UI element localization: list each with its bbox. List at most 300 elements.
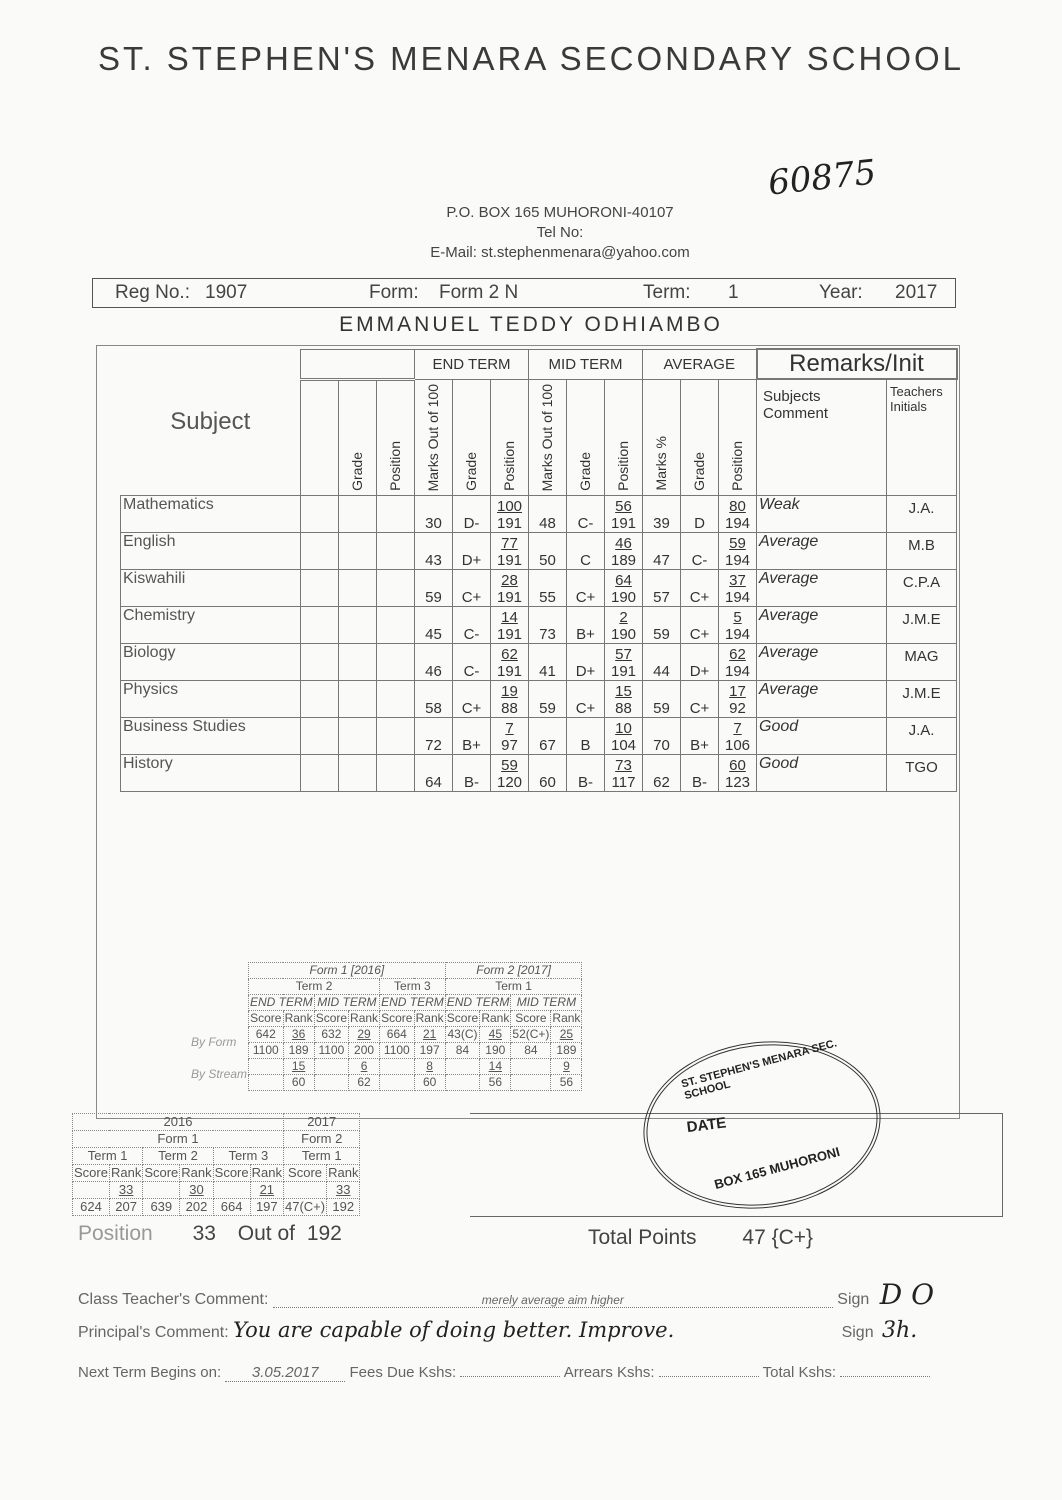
by-form-value: 25	[551, 1027, 582, 1043]
end-term-position	[491, 717, 529, 754]
s1-et-c: END TERM	[446, 995, 510, 1009]
empty-cell	[377, 495, 415, 532]
score-header: Score	[144, 1165, 179, 1180]
teacher-initials: TGO	[887, 754, 957, 791]
subject-header: Subject	[170, 407, 251, 435]
end-term-marks: 45	[415, 606, 453, 643]
rank-header: Rank	[328, 1165, 359, 1180]
average-rank: 62	[729, 645, 746, 663]
subject-name: English	[121, 532, 301, 569]
empty-cell	[380, 1059, 415, 1075]
table-row	[121, 606, 957, 643]
stamp-bottom-text: BOX 165 MUHORONI	[712, 1144, 842, 1192]
mid-term-position	[605, 606, 643, 643]
mid-term-rank: 57	[615, 645, 632, 663]
empty-cell	[143, 1182, 180, 1199]
average-position	[719, 606, 757, 643]
next-term-label: Next Term Begins on:	[78, 1364, 222, 1381]
email: E-Mail: st.stephenmenara@yahoo.com	[430, 244, 690, 261]
mid-term-grade: C+	[567, 680, 605, 717]
by-form-label: By Form	[191, 1035, 237, 1049]
teacher-initials: J.M.E	[887, 680, 957, 717]
table-row	[121, 754, 957, 791]
empty-cell	[377, 643, 415, 680]
score-header: Score	[315, 1011, 348, 1025]
mid-term-position	[605, 680, 643, 717]
by-form-out-of: 1100	[380, 1043, 415, 1059]
mid-term-out-of: 88	[615, 699, 632, 717]
end-term-marks: 46	[415, 643, 453, 680]
by-form-out-of: 1100	[314, 1043, 348, 1059]
empty-cell	[249, 1075, 284, 1091]
score-header: Score	[283, 1165, 326, 1182]
principal-comment-row	[78, 1318, 917, 1343]
average-grade: D+	[681, 643, 719, 680]
subject-name: Business Studies	[121, 717, 301, 754]
by-form-out-of: 189	[283, 1043, 314, 1059]
s2-t1b: Term 1	[283, 1148, 359, 1165]
form1-header: Form 1 [2016]	[249, 963, 446, 979]
empty-cell	[377, 606, 415, 643]
empty-cell	[445, 1059, 480, 1075]
empty-cell	[301, 754, 339, 791]
student-info-bar	[92, 278, 956, 308]
col-mt-position: Position	[615, 441, 631, 491]
average-out-of: 194	[724, 588, 751, 606]
by-stream-label: By Stream	[191, 1067, 248, 1081]
empty-cell	[301, 717, 339, 754]
subject-name: Biology	[121, 643, 301, 680]
average-marks: 59	[643, 680, 681, 717]
col-mt-marks: Marks Out of 100	[539, 383, 555, 491]
form-label: Form:	[369, 282, 419, 303]
form2-header: Form 2 [2017]	[445, 963, 582, 979]
rank-header: Rank	[181, 1165, 212, 1180]
end-term-grade: C+	[453, 569, 491, 606]
s1-mt-a: MID TERM	[314, 995, 379, 1011]
mid-term-rank: 56	[615, 497, 632, 515]
fees-row	[78, 1364, 930, 1382]
subject-comment: Average	[757, 680, 887, 717]
subject-name: Kiswahili	[121, 569, 301, 606]
table-row	[121, 717, 957, 754]
col-grade: Grade	[349, 451, 365, 491]
end-term-rank: 62	[501, 645, 518, 663]
history-value: 664	[213, 1199, 250, 1216]
mid-term-rank: 2	[619, 608, 628, 626]
mid-term-position	[605, 717, 643, 754]
mid-term-grade: D+	[567, 643, 605, 680]
position-line	[78, 1222, 342, 1246]
subject-comment: Good	[757, 717, 887, 754]
by-form-value: 632	[314, 1027, 348, 1043]
end-term-marks: 30	[415, 495, 453, 532]
average-position	[719, 680, 757, 717]
empty-cell	[301, 606, 339, 643]
out-of-value: 192	[306, 1222, 342, 1245]
school-name: ST. STEPHEN'S MENARA SECONDARY SCHOOL	[97, 40, 965, 77]
principal-signature: 3h.	[882, 1318, 918, 1343]
class-teacher-sign-label: Sign	[837, 1291, 870, 1308]
empty-cell	[339, 754, 377, 791]
average-out-of: 92	[729, 699, 746, 717]
empty-cell	[283, 1182, 326, 1199]
class-teacher-comment-row	[78, 1278, 934, 1311]
by-form-out-of: 189	[551, 1043, 582, 1059]
arrears-label: Arrears Kshs:	[563, 1364, 655, 1381]
reg-value: 1907	[205, 282, 248, 303]
by-form-value: 642	[249, 1027, 284, 1043]
school-address-block	[360, 203, 760, 263]
by-form-out-of: 84	[445, 1043, 480, 1059]
end-term-position	[491, 495, 529, 532]
empty-cell	[314, 1075, 348, 1091]
average-grade: C+	[681, 680, 719, 717]
term-label: Term:	[643, 282, 691, 303]
subject-name: Mathematics	[121, 495, 301, 532]
average-position	[719, 569, 757, 606]
mid-term-position	[605, 569, 643, 606]
mid-term-marks: 50	[529, 532, 567, 569]
mid-term-position	[605, 643, 643, 680]
empty-cell	[377, 680, 415, 717]
mid-term-grade: B+	[567, 606, 605, 643]
by-form-value: 36	[283, 1027, 314, 1043]
history-value: 202	[180, 1199, 213, 1216]
average-marks: 57	[643, 569, 681, 606]
position-label: Position	[78, 1222, 153, 1245]
average-position	[719, 643, 757, 680]
history-value: 47(C+)	[284, 1199, 326, 1214]
end-term-position	[491, 643, 529, 680]
average-out-of: 194	[724, 662, 751, 680]
mid-term-marks: 60	[529, 754, 567, 791]
col-mt-grade: Grade	[577, 451, 593, 491]
by-stream-out-of: 60	[283, 1075, 314, 1091]
form-history-table	[190, 962, 582, 1091]
handwritten-reference: 60875	[766, 152, 878, 204]
teachers-initials-header: Teachers Initials	[887, 379, 957, 495]
end-term-position	[491, 680, 529, 717]
by-form-value: 29	[349, 1027, 380, 1043]
subject-comment: Average	[757, 606, 887, 643]
position-value: 33	[192, 1222, 216, 1245]
form-value: Form 2 N	[439, 282, 519, 303]
mid-term-position	[605, 495, 643, 532]
teacher-initials: J.A.	[887, 717, 957, 754]
end-term-position	[491, 754, 529, 791]
end-term-position	[491, 569, 529, 606]
average-marks: 70	[643, 717, 681, 754]
average-marks: 59	[643, 606, 681, 643]
empty-cell	[213, 1182, 250, 1199]
year-history-table	[72, 1113, 360, 1216]
empty-cell	[249, 1059, 284, 1075]
end-term-grade: C+	[453, 680, 491, 717]
col-av-position: Position	[729, 441, 745, 491]
average-grade: C+	[681, 606, 719, 643]
end-term-position	[491, 532, 529, 569]
col-position: Position	[387, 441, 403, 491]
average-rank: 60	[729, 756, 746, 774]
empty-cell	[339, 606, 377, 643]
average-marks: 47	[643, 532, 681, 569]
mid-term-position	[605, 754, 643, 791]
empty-cell	[73, 1182, 110, 1199]
end-term-marks: 59	[415, 569, 453, 606]
end-term-position	[491, 606, 529, 643]
s1-mt-c: MID TERM	[511, 995, 582, 1011]
rank-header: Rank	[251, 1165, 282, 1180]
mid-term-out-of: 190	[610, 588, 637, 606]
table-row	[121, 532, 957, 569]
mid-term-out-of: 189	[610, 551, 637, 569]
mid-term-rank: 73	[615, 756, 632, 774]
col-et-grade: Grade	[463, 451, 479, 491]
rank-header: Rank	[481, 1011, 510, 1025]
history-rank: 30	[180, 1182, 213, 1199]
end-term-out-of: 191	[496, 588, 523, 606]
average-grade: C+	[681, 569, 719, 606]
mid-term-marks: 55	[529, 569, 567, 606]
mid-term-out-of: 104	[610, 736, 637, 754]
class-teacher-comment: merely average aim higher	[273, 1293, 833, 1308]
end-term-header: END TERM	[415, 349, 529, 379]
average-out-of: 194	[724, 625, 751, 643]
end-term-marks: 43	[415, 532, 453, 569]
postal-address: P.O. BOX 165 MUHORONI-40107	[446, 204, 674, 221]
mid-term-marks: 48	[529, 495, 567, 532]
empty-cell	[301, 532, 339, 569]
s2-year-2017: 2017	[283, 1114, 359, 1131]
stamp-date: DATE	[685, 1114, 728, 1137]
empty-cell	[339, 495, 377, 532]
by-form-value: 52(C+)	[512, 1027, 550, 1041]
teacher-initials: J.M.E	[887, 606, 957, 643]
total-points-line	[588, 1226, 813, 1250]
end-term-rank: 100	[496, 497, 523, 515]
end-term-marks: 64	[415, 754, 453, 791]
average-position	[719, 532, 757, 569]
empty-cell	[339, 569, 377, 606]
col-et-position: Position	[501, 441, 517, 491]
term-value: 1	[728, 282, 739, 303]
by-stream-rank: 6	[349, 1059, 380, 1075]
average-rank: 7	[733, 719, 742, 737]
rank-header: Rank	[284, 1011, 313, 1025]
end-term-grade: B-	[453, 754, 491, 791]
end-term-out-of: 120	[496, 773, 523, 791]
by-form-out-of: 1100	[249, 1043, 284, 1059]
mid-term-marks: 41	[529, 643, 567, 680]
subject-comment: Average	[757, 643, 887, 680]
by-stream-out-of: 60	[414, 1075, 445, 1091]
by-form-out-of: 197	[414, 1043, 445, 1059]
mid-term-out-of: 190	[610, 625, 637, 643]
average-position	[719, 754, 757, 791]
s2-form2: Form 2	[283, 1131, 359, 1148]
col-et-marks: Marks Out of 100	[425, 383, 441, 491]
reg-label: Reg No.:	[115, 282, 190, 303]
total-points-value: 47 {C+}	[742, 1226, 814, 1249]
average-grade: D	[681, 495, 719, 532]
average-grade: C-	[681, 532, 719, 569]
end-term-out-of: 88	[501, 699, 518, 717]
s2-form1: Form 1	[73, 1131, 284, 1148]
empty-cell	[377, 569, 415, 606]
mid-term-marks: 67	[529, 717, 567, 754]
end-term-rank: 7	[505, 719, 514, 737]
mid-term-rank: 10	[615, 719, 632, 737]
end-term-marks: 72	[415, 717, 453, 754]
end-term-rank: 14	[501, 608, 518, 626]
by-form-out-of: 200	[349, 1043, 380, 1059]
table-row	[121, 495, 957, 532]
class-teacher-signature: D O	[879, 1278, 935, 1311]
by-form-value: 43(C)	[445, 1027, 480, 1043]
end-term-out-of: 191	[496, 514, 523, 532]
end-term-rank: 28	[501, 571, 518, 589]
s1-et-a: END TERM	[250, 995, 313, 1009]
teacher-initials: MAG	[887, 643, 957, 680]
s2-t1: Term 1	[73, 1148, 143, 1165]
mid-term-grade: B-	[567, 754, 605, 791]
end-term-grade: C-	[453, 606, 491, 643]
stamp-top-text: ST. STEPHEN'S MENARA SEC. SCHOOL	[680, 1037, 839, 1103]
mid-term-marks: 73	[529, 606, 567, 643]
s2-t3: Term 3	[213, 1148, 283, 1165]
teacher-initials: M.B	[887, 532, 957, 569]
by-form-value: 45	[480, 1027, 511, 1043]
score-header: Score	[511, 1011, 551, 1027]
by-stream-out-of: 62	[349, 1075, 380, 1091]
average-position	[719, 717, 757, 754]
end-term-grade: D-	[453, 495, 491, 532]
average-position	[719, 495, 757, 532]
subject-comment: Average	[757, 569, 887, 606]
empty-cell	[511, 1059, 551, 1075]
end-term-out-of: 191	[496, 551, 523, 569]
average-header: AVERAGE	[643, 349, 757, 379]
mid-term-rank: 15	[615, 682, 632, 700]
table-row	[121, 643, 957, 680]
end-term-out-of: 97	[501, 736, 518, 754]
by-stream-out-of: 56	[551, 1075, 582, 1091]
by-stream-rank: 14	[480, 1059, 511, 1075]
history-value: 207	[109, 1199, 142, 1216]
score-header: Score	[446, 1011, 479, 1025]
history-rank: 33	[109, 1182, 142, 1199]
mid-term-grade: C-	[567, 495, 605, 532]
average-rank: 59	[729, 534, 746, 552]
subject-name: History	[121, 754, 301, 791]
empty-cell	[511, 1075, 551, 1091]
col-av-marks: Marks %	[653, 436, 669, 491]
remarks-header: Remarks/Init	[757, 349, 957, 379]
score-header: Score	[381, 1011, 413, 1025]
score-header: Score	[74, 1165, 108, 1180]
end-term-grade: D+	[453, 532, 491, 569]
history-rank: 33	[327, 1182, 360, 1199]
average-rank: 5	[733, 608, 742, 626]
mid-term-out-of: 191	[610, 662, 637, 680]
empty-cell	[301, 643, 339, 680]
history-value: 192	[327, 1199, 360, 1216]
empty-cell	[339, 680, 377, 717]
by-form-value: 21	[414, 1027, 445, 1043]
empty-cell	[301, 680, 339, 717]
empty-cell	[314, 1059, 348, 1075]
col-av-grade: Grade	[691, 451, 707, 491]
next-term-date: 3.05.2017	[225, 1364, 345, 1382]
empty-cell	[380, 1075, 415, 1091]
history-rank: 21	[250, 1182, 283, 1199]
teacher-initials: J.A.	[887, 495, 957, 532]
out-of-label: Out of	[237, 1222, 295, 1245]
s1-term1: Term 1	[445, 979, 582, 995]
subject-name: Chemistry	[121, 606, 301, 643]
average-out-of: 194	[724, 551, 751, 569]
average-marks: 44	[643, 643, 681, 680]
history-value: 197	[250, 1199, 283, 1216]
by-stream-out-of: 56	[480, 1075, 511, 1091]
average-out-of: 194	[724, 514, 751, 532]
subjects-comment-header: Subjects Comment	[757, 379, 887, 495]
table-row	[121, 680, 957, 717]
teacher-initials: C.P.A	[887, 569, 957, 606]
average-grade: B+	[681, 717, 719, 754]
mid-term-header: MID TERM	[529, 349, 643, 379]
mid-term-position	[605, 532, 643, 569]
mid-term-grade: B	[567, 717, 605, 754]
end-term-out-of: 191	[496, 625, 523, 643]
s2-year-2016: 2016	[73, 1114, 284, 1131]
mid-term-out-of: 191	[610, 514, 637, 532]
mid-term-rank: 46	[615, 534, 632, 552]
end-term-marks: 58	[415, 680, 453, 717]
average-rank: 17	[729, 682, 746, 700]
empty-cell	[301, 569, 339, 606]
s2-t2: Term 2	[143, 1148, 213, 1165]
average-rank: 37	[729, 571, 746, 589]
principal-label: Principal's Comment:	[78, 1324, 229, 1341]
by-stream-rank: 9	[551, 1059, 582, 1075]
telephone: Tel No:	[536, 224, 584, 241]
year-label: Year:	[819, 282, 863, 303]
subject-name: Physics	[121, 680, 301, 717]
score-header: Score	[250, 1011, 282, 1025]
subject-comment: Good	[757, 754, 887, 791]
by-form-value: 664	[380, 1027, 415, 1043]
rank-header: Rank	[415, 1011, 444, 1025]
subject-comment: Weak	[757, 495, 887, 532]
s1-et-b: END TERM	[381, 995, 444, 1009]
average-marks: 39	[643, 495, 681, 532]
average-rank: 80	[729, 497, 746, 515]
empty-cell	[377, 532, 415, 569]
by-stream-rank: 15	[283, 1059, 314, 1075]
rank-header: Rank	[552, 1011, 581, 1025]
s1-term2: Term 2	[249, 979, 380, 995]
end-term-grade: B+	[453, 717, 491, 754]
marks-table	[120, 348, 958, 792]
end-term-rank: 77	[501, 534, 518, 552]
empty-cell	[377, 754, 415, 791]
by-form-out-of: 190	[480, 1043, 511, 1059]
empty-cell	[377, 717, 415, 754]
average-grade: B-	[681, 754, 719, 791]
principal-comment: You are capable of doing better. Improve.	[233, 1318, 675, 1342]
